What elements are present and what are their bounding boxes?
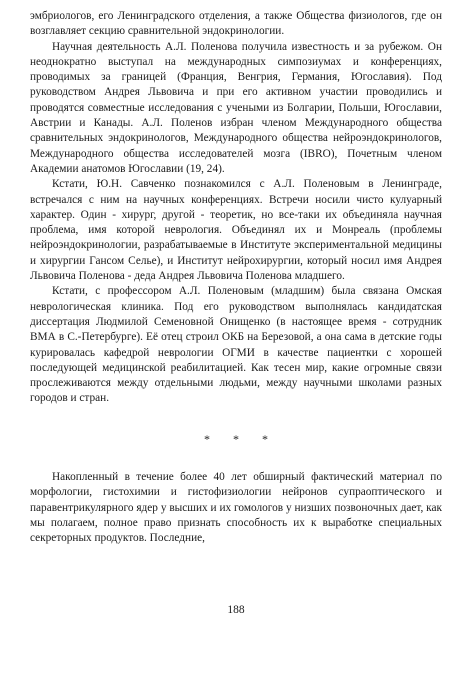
paragraph-5: Накопленный в течение более 40 лет обширный фактический материал по морфологии, гистохимии и гистофизиологии нейронов супраоптического и паравентрикулярного ядер у высших и их гомологов у низших позвоночных дает, как мы полагаем, полное право признать способность их к выработке специальных секреторных продуктов. Последние,	[30, 471, 442, 545]
page-number: 188	[227, 604, 245, 616]
paragraph-1: эмбриологов, его Ленинградского отделения, а также Общества физиологов, где он возглавляет секцию сравнительной эндокринологии.	[30, 10, 442, 38]
paragraph-3: Кстати, Ю.Н. Савченко познакомился с А.Л. Поленовым в Ленинграде, встречался с ним на научных конференциях. Встречи носили чисто кулуарный характер. Один - хирург, другой - теоретик, но все-таки их объединяла научная проблема, имя которой неврология. Объединял их и Монреаль (проблемы нейроэндокринологии, разрабатываемые в Институте экспериментальной медицины и хирургии Гансом Селье), и Институт нейрохирургии, который носил имя Андрея Львовича Поленова - деда Андрея Львовича Поленова младшего.	[30, 178, 442, 283]
paragraph-4: Кстати, с профессором А.Л. Поленовым (младшим) была связана Омская неврологическая клиника. Под его руководством выполнялась кандидатская диссертация Людмилой Семеновной Онищенко (в настоящее время - сотрудник ВМА в С.-Петербурге). Её отец строил ОКБ на Березовой, а она сама в детские годы курировалась кафедрой неврологии ОГМИ в качестве пациентки с хорошей последующей медицинской реабилитацией. Как тесен мир, какие огромные связи прослеживаются между отдельными людьми, между научными школами разных городов и стран.	[30, 285, 442, 405]
section-separator: * * *	[204, 431, 278, 446]
document-page	[30, 9, 442, 547]
paragraph-2: Научная деятельность А.Л. Поленова получила известность и за рубежом. Он неоднократно выступал на международных симпозиумах и конференциях, проводимых за границей (Франция, Венгрия, Германия, Югославия). Под руководством Андрея Львовича и при его активном участии проводились и проводятся совместные исследования с учеными из Болгарии, Польши, Югославии, Австрии и Канады. А.Л. Поленов избран членом Международного общества сравнительных эндокринологов, Международного общества нейроэндокринологов, Международного общества исследователей мозга (IBRO), Почетным членом Академии анатомов Югославии (19, 24).	[30, 40, 442, 175]
